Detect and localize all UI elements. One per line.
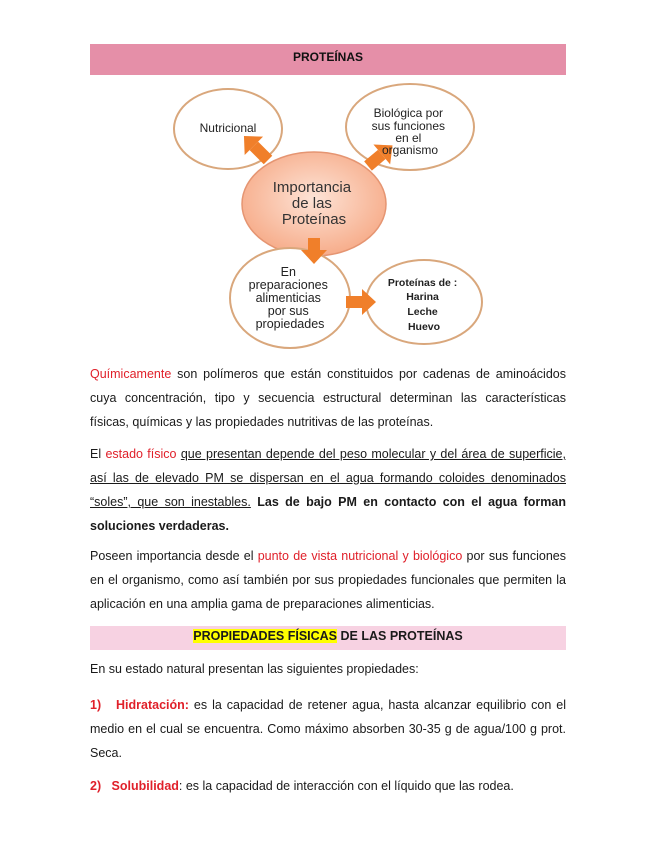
preparaciones-label: En preparaciones alimenticias por sus propiedades (248, 265, 328, 331)
biologica-label: Biológica por sus funciones en el organismo (371, 106, 446, 157)
term-nutricional-biologico: punto de vista nutricional y biológico (257, 549, 463, 563)
underlined-text: que presentan depende del peso molecular y del área de superficie, así las de elevado PM se dispersan en el agua formando coloides denominados “soles”, que son inestables. (90, 447, 566, 509)
paragraph-importancia: Poseen importancia desde el punto de vista nutricional y biológico por sus funciones en el organismo, como así también por sus propiedades funcionales que permiten la aplicación en una amplia gama de preparaciones alimenticias. (90, 549, 567, 611)
page-title: PROTEÍNAS (90, 44, 566, 75)
intro-text: En su estado natural presentan las siguientes propiedades: (90, 662, 419, 676)
center-label: Importancia de las Proteínas (272, 179, 352, 228)
section-heading: PROPIEDADES FÍSICAS DE LAS PROTEÍNAS (90, 626, 566, 650)
importance-diagram (170, 80, 500, 350)
list-item-solubilidad: 2) Solubilidad: es la capacidad de interacción con el líquido que las rodea. (90, 779, 514, 793)
nutricional-label: Nutricional (199, 121, 257, 135)
bold-text: Las de bajo PM en contacto con el agua forman soluciones verdaderas. (90, 495, 566, 533)
list-item-hidratacion: 1) Hidratación: es la capacidad de retener agua, hasta alcanzar equilibrio con el medio en el cual se encuentra. Como máximo absorben 30-35 g de agua/100 g prot. Seca. (90, 698, 566, 760)
paragraph-estado-fisico: El estado físico que presentan depende del peso molecular y del área de superficie, así las de elevado PM se dispersan en el agua formando coloides denominados “soles”, que son inestables. Las de bajo PM en contacto con el agua forman soluciones verdaderas. (90, 447, 566, 533)
section-highlight: PROPIEDADES FÍSICAS (193, 629, 338, 643)
proteinas-de-label: Proteínas de : Harina Leche Huevo (387, 277, 458, 333)
term-estado-fisico: estado físico (105, 447, 177, 461)
term-quimicamente: Químicamente (90, 367, 172, 381)
paragraph-quimicamente: Químicamente son polímeros que están constituidos por cadenas de aminoácidos cuya concentración, tipo y secuencia estructural determinan las características físicas, químicas y las propiedades nutritivas de las proteínas. (90, 367, 566, 429)
term-solubilidad: Solubilidad (111, 779, 179, 793)
term-hidratacion: Hidratación: (116, 698, 189, 712)
